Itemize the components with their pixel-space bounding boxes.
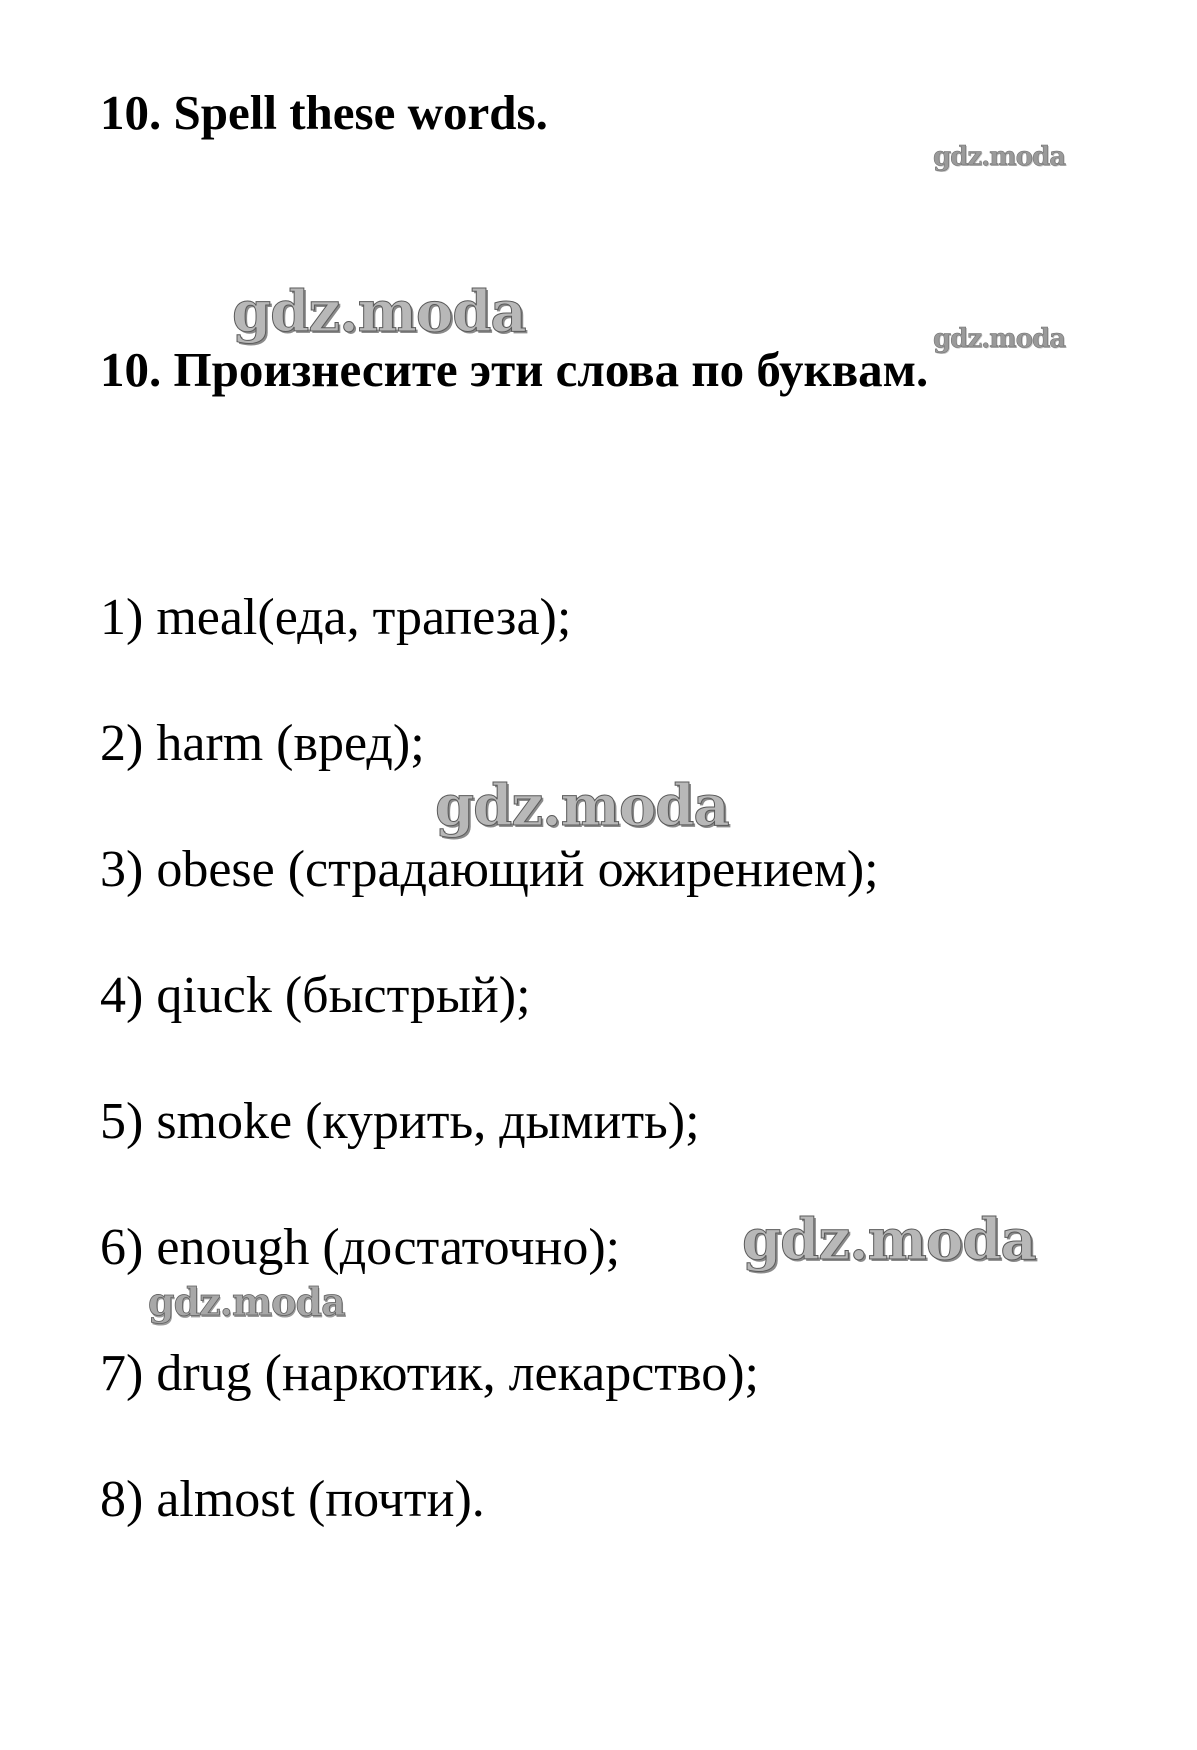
list-item: 1) meal(еда, трапеза); xyxy=(100,589,572,646)
watermark: gdz.moda xyxy=(435,773,729,839)
watermark: gdz.moda xyxy=(148,1279,345,1324)
watermark: gdz.moda xyxy=(933,324,1066,354)
list-item: 6) enough (достаточно); xyxy=(100,1219,621,1276)
list-item: 8) almost (почти). xyxy=(100,1471,485,1528)
list-item: 7) drug (наркотик, лекарство); xyxy=(100,1345,759,1402)
list-item: 2) harm (вред); xyxy=(100,715,425,772)
heading-russian: 10. Произнесите эти слова по буквам. xyxy=(100,342,929,397)
heading-english: 10. Spell these words. xyxy=(100,85,548,140)
list-item: 3) obese (страдающий ожирением); xyxy=(100,841,879,898)
watermark: gdz.moda xyxy=(742,1207,1036,1273)
watermark: gdz.moda xyxy=(933,142,1066,172)
list-item: 4) qiuck (быстрый); xyxy=(100,967,531,1024)
watermark: gdz.moda xyxy=(232,279,526,345)
list-item: 5) smoke (курить, дымить); xyxy=(100,1093,700,1150)
